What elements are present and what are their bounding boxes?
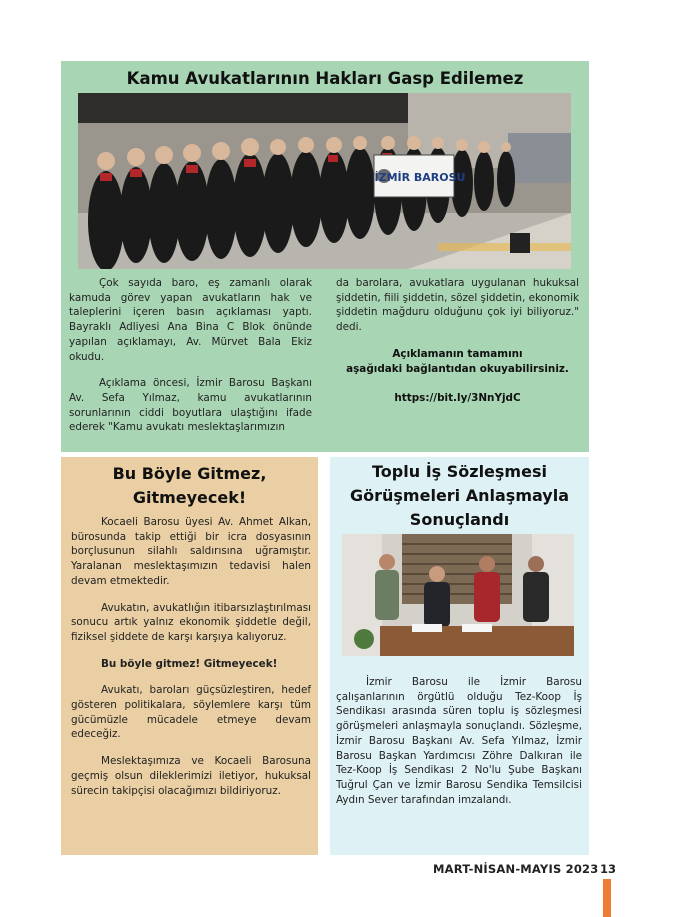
left-article-box (61, 457, 318, 855)
article-link[interactable]: https://bit.ly/3NnYjdC (394, 391, 521, 404)
read-more-line-1: Açıklamanın tamamını (392, 347, 523, 360)
banner-text: İZMİR BAROSU (374, 171, 466, 184)
left-article-paragraph: Kocaeli Barosu üyesi Av. Ahmet Alkan, bürosunda takip ettiği bir icra dosyasının borçlusunun silahlı saldırısına uğramıştır. Yaralanan meslektaşımızın tedavisi halen devam etmektedir. (71, 516, 311, 587)
top-article-column-2 (336, 276, 579, 406)
signing-ceremony-photo-illustration (342, 534, 574, 656)
top-article-paragraph: Çok sayıda baro, eş zamanlı olarak kamuda görev yapan avukatların hak ve taleplerini içeren basın açıklaması yaptı. Bayraklı Adliyesi Ana Bina C Blok önünde yapılan açıklamayı, Av. Mürvet Bala Ekiz okudu. (69, 277, 312, 363)
accent-bar (603, 879, 611, 917)
page-number: 13 (600, 862, 617, 876)
top-article-title: Kamu Avukatlarının Hakları Gasp Edilemez (126, 69, 524, 88)
right-article-title (330, 460, 589, 532)
right-title-line-1: Toplu İş Sözleşmesi (372, 462, 547, 481)
read-more-line-2: aşağıdaki bağlantıdan okuyabilirsiniz. (346, 362, 569, 375)
left-title-line-1: Bu Böyle Gitmez, (112, 464, 267, 483)
right-title-line-2: Görüşmeleri Anlaşmayla (350, 486, 569, 505)
top-article-box (61, 61, 589, 452)
press-statement-photo-illustration (78, 93, 571, 269)
issue-label: MART-NİSAN-MAYIS 2023 (433, 862, 599, 876)
top-article-column-1 (69, 276, 312, 446)
left-article-paragraph: Meslektaşımıza ve Kocaeli Barosuna geçmiş olsun dileklerimizi iletiyor, hukuksal sürecin takipçisi olacağımızı bildiriyoruz. (71, 755, 311, 797)
press-statement-photo (78, 93, 571, 269)
right-article-body (336, 675, 582, 819)
left-article-body (71, 515, 311, 810)
left-article-paragraph: Avukatı, baroları güçsüzleştiren, hedef gösteren politikalara, söylemlere karşı tüm gücümüzle mücadele etmeye devam edeceğiz. (71, 684, 311, 741)
signing-ceremony-photo (342, 534, 574, 656)
left-title-line-2: Gitmeyecek! (132, 488, 247, 507)
left-article-emphasis: Bu böyle gitmez! Gitmeyecek! (101, 657, 278, 670)
right-title-line-3: Sonuçlandı (409, 510, 510, 529)
top-article-paragraph: Açıklama öncesi, İzmir Barosu Başkanı Av. Sefa Yılmaz, kamu avukatlarının sorunlarının ciddi boyutlara ulaştığını ifade ederek "Kamu avukatı meslektaşlarımızın (69, 377, 312, 434)
left-article-title (61, 462, 318, 510)
right-article-paragraph: İzmir Barosu ile İzmir Barosu çalışanlarının örgütlü olduğu Tez-Koop İş Sendikası arasında süren toplu iş sözleşmesi görüşmeleri anlaşmayla sonuçlandı. Sözleşme, İzmir Barosu Başkanı Av. Sefa Yılmaz, İzmir Barosu Başkan Yardımcısı Zöhre Dalkıran ile Tez-Koop İş Sendikası 2 No'lu Şube Başkanı Tuğrul Çan ve İzmir Barosu Sendika Temsilcisi Aydın Sever tarafından imzalandı. (336, 676, 582, 806)
left-article-paragraph: Avukatın, avukatlığın itibarsızlaştırılması sonucu artık yalnız ekonomik şiddetle değil, fiziksel şiddete de karşı karşıya kalıyoruz. (71, 601, 311, 643)
top-article-paragraph: da barolara, avukatlara uygulanan hukuksal şiddetin, fiili şiddetin, sözel şiddetin, ekonomik şiddetin mağduru olduğunu çok iyi biliyoruz." dedi. (336, 277, 579, 334)
right-article-box (330, 457, 589, 855)
